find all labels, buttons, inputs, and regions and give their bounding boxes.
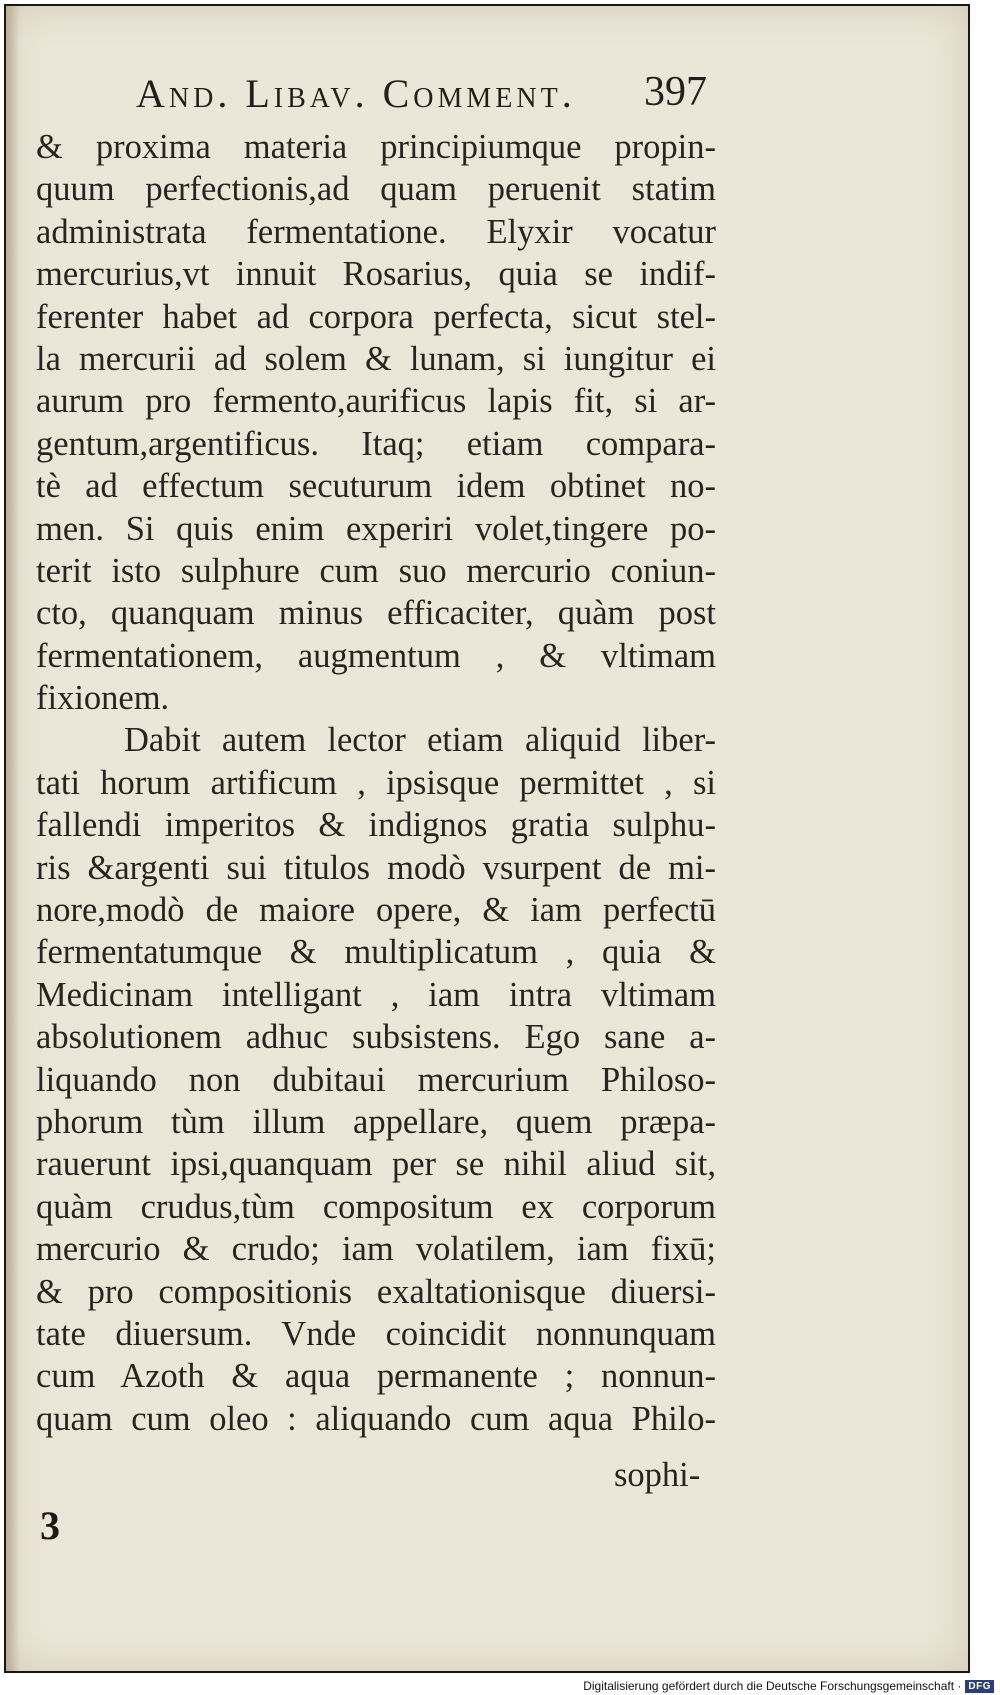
body-text [36, 126, 716, 1440]
catchword: sophi- [614, 1456, 701, 1494]
text-line: fermentationem, augmentum , & vltimam [36, 636, 716, 675]
text-line: quàm crudus,tùm compositum ex corporum [36, 1187, 716, 1226]
text-line: terit isto sulphure cum suo mercurio coniun- [36, 551, 716, 590]
digitization-credit [583, 1679, 994, 1693]
text-line: men. Si quis enim experiri volet,tingere po- [36, 509, 716, 548]
page-number: 397 [644, 69, 707, 115]
text-line: fallendi imperitos & indignos gratia sulphu- [36, 806, 716, 845]
text-line: quum perfectionis,ad quam peruenit statim [36, 170, 716, 209]
text-line: aurum pro fermento,aurificus lapis fit, si ar- [36, 382, 716, 421]
text-line: tate diuersum. Vnde coincidit nonnunquam [36, 1314, 716, 1353]
text-line: ris &argenti sui titulos modò vsurpent de mi- [36, 848, 716, 887]
text-line: Medicinam intelligant , iam intra vltimam [36, 975, 716, 1014]
text-line: & pro compositionis exaltationisque diuersi- [36, 1272, 716, 1311]
page-gutter-shadow [6, 6, 20, 1671]
text-line: mercurio & crudo; iam volatilem, iam fixū; [36, 1230, 716, 1269]
text-line: gentum,argentificus. Itaq; etiam compara- [36, 424, 716, 463]
text-line: absolutionem adhuc subsistens. Ego sane a- [36, 1018, 716, 1057]
text-line: la mercurii ad solem & lunam, si iungitur ei [36, 339, 716, 378]
text-line: fermentatumque & multiplicatum , quia & [36, 933, 716, 972]
signature-mark: 3 [40, 1503, 60, 1548]
text-line: cto, quanquam minus efficaciter, quàm post [36, 594, 716, 633]
text-line: rauerunt ipsi,quanquam per se nihil aliud sit, [36, 1145, 716, 1184]
credit-text: Digitalisierung gefördert durch die Deutsche Forschungsgemeinschaft · [583, 1679, 962, 1693]
text-line: nore,modò de maiore opere, & iam perfectū [36, 891, 716, 930]
text-line: Dabit autem lector etiam aliquid liber- [124, 721, 716, 760]
text-line: mercurius,vt innuit Rosarius, quia se indif- [36, 255, 716, 294]
text-line: tati horum artificum , ipsisque permittet , si [36, 763, 716, 802]
text-line: & proxima materia principiumque propin- [36, 128, 716, 166]
running-head: And. Libav. Comment. [136, 71, 576, 116]
book-page [4, 4, 970, 1673]
text-line: administrata fermentatione. Elyxir vocatur [36, 212, 716, 251]
text-line: ferenter habet ad corpora perfecta, sicut stel- [36, 297, 716, 336]
text-line: liquando non dubitaui mercurium Philoso- [36, 1060, 716, 1099]
text-line: phorum tùm illum appellare, quem præpa- [36, 1102, 716, 1141]
dfg-logo: DFG [965, 1680, 994, 1693]
text-line: tè ad effectum secuturum idem obtinet no- [36, 467, 716, 506]
text-line: quam cum oleo : aliquando cum aqua Philo- [36, 1399, 716, 1438]
text-line: fixionem. [36, 679, 170, 718]
text-line: cum Azoth & aqua permanente ; nonnun- [36, 1357, 716, 1396]
